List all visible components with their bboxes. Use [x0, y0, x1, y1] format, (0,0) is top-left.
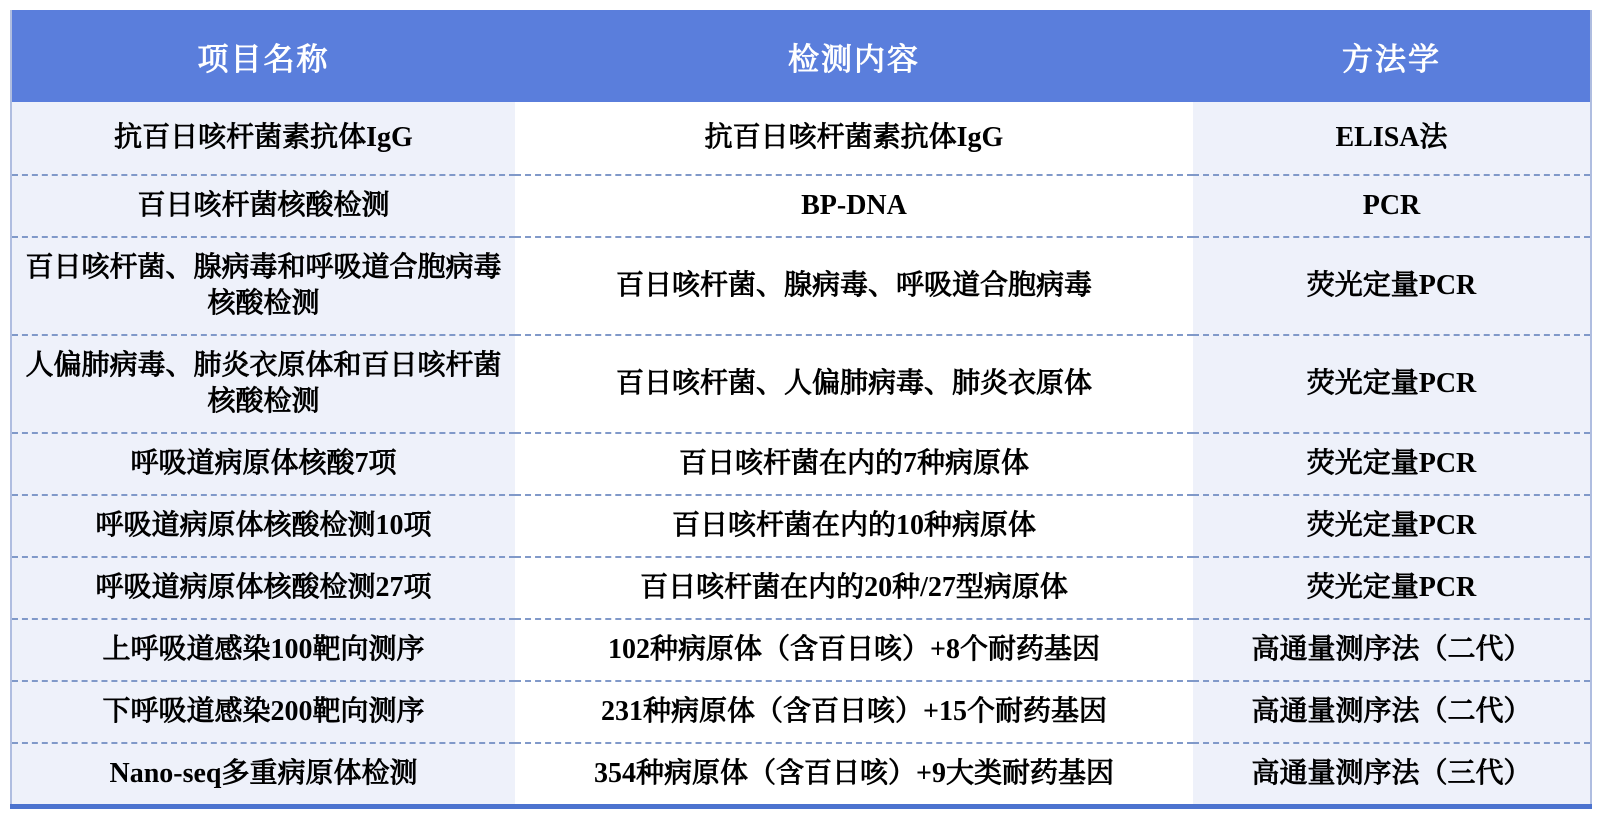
cell-methodology: 荧光定量PCR: [1193, 335, 1591, 433]
pertussis-test-table: [10, 10, 1592, 809]
header-project-name: 项目名称: [11, 10, 515, 102]
table-row: [11, 335, 1591, 433]
cell-project-name: 呼吸道病原体核酸7项: [11, 433, 515, 495]
cell-methodology: PCR: [1193, 175, 1591, 237]
cell-test-content: BP-DNA: [515, 175, 1193, 237]
cell-test-content: 354种病原体（含百日咳）+9大类耐药基因: [515, 743, 1193, 807]
cell-test-content: 百日咳杆菌在内的10种病原体: [515, 495, 1193, 557]
table-row: [11, 433, 1591, 495]
cell-methodology: 荧光定量PCR: [1193, 495, 1591, 557]
table-row: [11, 102, 1591, 175]
cell-methodology: 荧光定量PCR: [1193, 237, 1591, 335]
table-row: [11, 619, 1591, 681]
cell-methodology: 高通量测序法（三代）: [1193, 743, 1591, 807]
cell-project-name: 呼吸道病原体核酸检测27项: [11, 557, 515, 619]
cell-project-name: 呼吸道病原体核酸检测10项: [11, 495, 515, 557]
cell-project-name: 百日咳杆菌、腺病毒和呼吸道合胞病毒核酸检测: [11, 237, 515, 335]
table-body: [11, 102, 1591, 807]
cell-project-name: Nano-seq多重病原体检测: [11, 743, 515, 807]
table-row: [11, 743, 1591, 807]
cell-project-name: 人偏肺病毒、肺炎衣原体和百日咳杆菌核酸检测: [11, 335, 515, 433]
cell-methodology: 荧光定量PCR: [1193, 557, 1591, 619]
cell-methodology: ELISA法: [1193, 102, 1591, 175]
cell-test-content: 百日咳杆菌在内的20种/27型病原体: [515, 557, 1193, 619]
cell-project-name: 抗百日咳杆菌素抗体IgG: [11, 102, 515, 175]
cell-test-content: 抗百日咳杆菌素抗体IgG: [515, 102, 1193, 175]
header-test-content: 检测内容: [515, 10, 1193, 102]
table-header-row: [11, 10, 1591, 102]
table-row: [11, 175, 1591, 237]
cell-project-name: 下呼吸道感染200靶向测序: [11, 681, 515, 743]
table-row: [11, 681, 1591, 743]
table-row: [11, 237, 1591, 335]
cell-project-name: 百日咳杆菌核酸检测: [11, 175, 515, 237]
cell-test-content: 百日咳杆菌、人偏肺病毒、肺炎衣原体: [515, 335, 1193, 433]
cell-test-content: 102种病原体（含百日咳）+8个耐药基因: [515, 619, 1193, 681]
cell-test-content: 231种病原体（含百日咳）+15个耐药基因: [515, 681, 1193, 743]
cell-methodology: 高通量测序法（二代）: [1193, 681, 1591, 743]
cell-methodology: 高通量测序法（二代）: [1193, 619, 1591, 681]
cell-project-name: 上呼吸道感染100靶向测序: [11, 619, 515, 681]
table-row: [11, 495, 1591, 557]
cell-methodology: 荧光定量PCR: [1193, 433, 1591, 495]
header-methodology: 方法学: [1193, 10, 1591, 102]
table-row: [11, 557, 1591, 619]
cell-test-content: 百日咳杆菌在内的7种病原体: [515, 433, 1193, 495]
cell-test-content: 百日咳杆菌、腺病毒、呼吸道合胞病毒: [515, 237, 1193, 335]
